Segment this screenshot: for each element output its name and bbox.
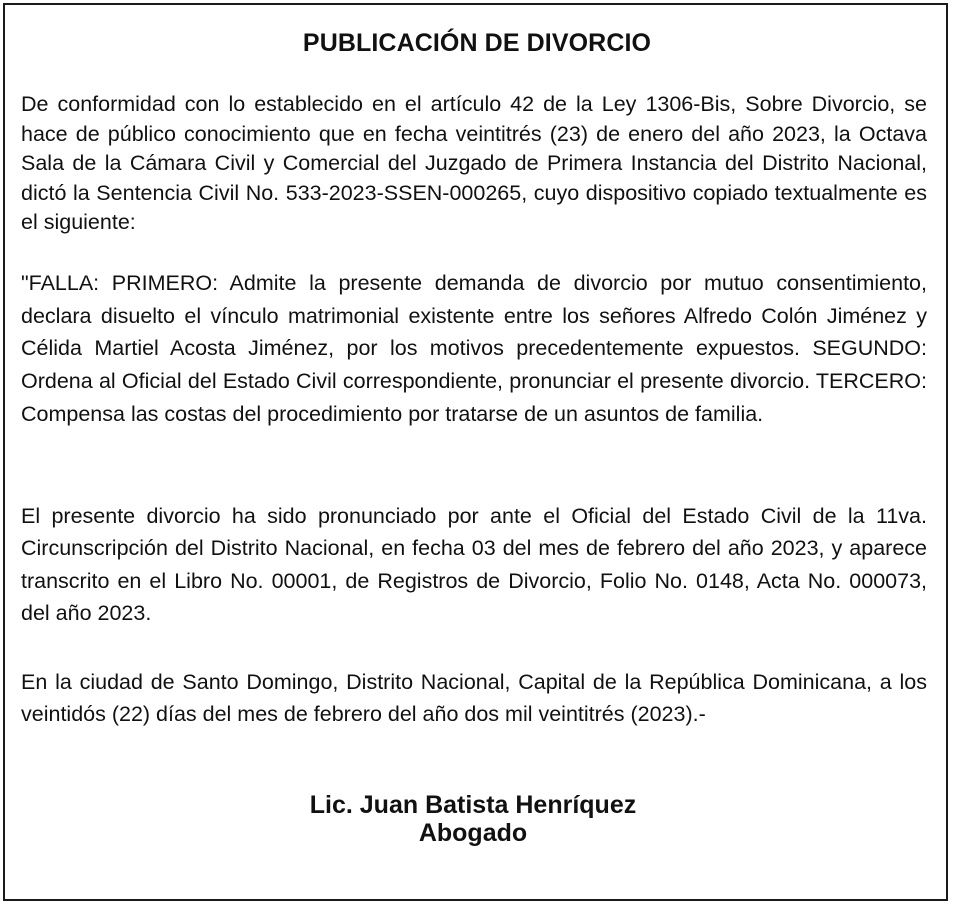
- signature-name: Lic. Juan Batista Henríquez: [309, 791, 637, 819]
- paragraph-place-date: En la ciudad de Santo Domingo, Distrito Nacional, Capital de la República Dominicana, a los veintidós (22) días del mes de febrero del año dos mil veintitrés (2023).-: [21, 670, 927, 727]
- paragraph-ruling: "FALLA: PRIMERO: Admite la presente demanda de divorcio por mutuo consentimiento, declara disuelto el vínculo matrimonial existente entre los señores Alfredo Colón Jiménez y Célida Martiel Acosta Jiménez, por los motivos precedentemente expuestos. SEGUNDO: Ordena al Oficial del Estado Civil correspondiente, pronunciar el presente divorcio. TERCERO: Compensa las costas del procedimiento por tratarse de un asuntos de familia.: [21, 271, 927, 426]
- paragraph-registration: El presente divorcio ha sido pronunciado por ante el Oficial del Estado Civil de la 11va. Circunscripción del Distrito Nacional, en fecha 03 del mes de febrero del año 2023, y aparece transcrito en el Libro No. 00001, de Registros de Divorcio, Folio No. 0148, Acta No. 000073, del año 2023.: [21, 504, 927, 625]
- paragraph-legal-basis: De conformidad con lo establecido en el artículo 42 de la Ley 1306-Bis, Sobre Divorcio, se hace de público conocimiento que en fecha veintitrés (23) de enero del año 2023, la Octava Sala de la Cámara Civil y Comercial del Juzgado de Primera Instancia del Distrito Nacional, dictó la Sentencia Civil No. 533-2023-SSEN-000265, cuyo dispositivo copiado textualmente es el siguiente:: [21, 92, 927, 234]
- signature-block: [0, 791, 946, 847]
- signature-role: Abogado: [418, 819, 528, 847]
- notice-title: PUBLICACIÓN DE DIVORCIO: [302, 29, 652, 57]
